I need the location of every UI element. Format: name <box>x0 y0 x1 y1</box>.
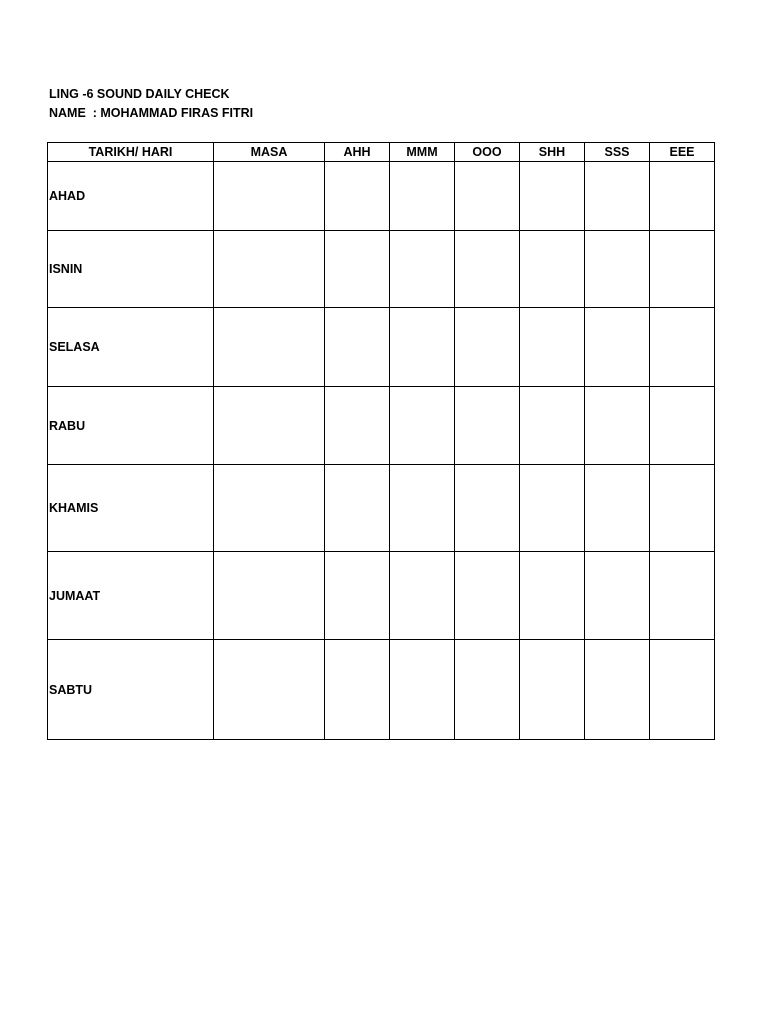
check-cell-mmm[interactable] <box>390 231 455 308</box>
day-label: AHAD <box>48 162 214 231</box>
column-header-sss: SSS <box>585 143 650 162</box>
table-row <box>48 231 715 308</box>
check-cell-shh[interactable] <box>520 231 585 308</box>
check-cell-shh[interactable] <box>520 640 585 740</box>
check-cell-eee[interactable] <box>650 162 715 231</box>
time-cell[interactable] <box>214 640 325 740</box>
time-cell[interactable] <box>214 552 325 640</box>
check-cell-shh[interactable] <box>520 387 585 465</box>
check-cell-eee[interactable] <box>650 308 715 387</box>
document-header <box>49 85 253 123</box>
check-cell-eee[interactable] <box>650 387 715 465</box>
check-cell-ahh[interactable] <box>325 231 390 308</box>
check-cell-shh[interactable] <box>520 308 585 387</box>
check-cell-ahh[interactable] <box>325 308 390 387</box>
check-cell-ooo[interactable] <box>455 231 520 308</box>
check-cell-shh[interactable] <box>520 162 585 231</box>
check-cell-mmm[interactable] <box>390 465 455 552</box>
check-cell-ahh[interactable] <box>325 387 390 465</box>
table-header-row <box>48 143 715 162</box>
check-cell-sss[interactable] <box>585 552 650 640</box>
check-cell-eee[interactable] <box>650 552 715 640</box>
check-cell-mmm[interactable] <box>390 162 455 231</box>
table-row <box>48 552 715 640</box>
table-row <box>48 162 715 231</box>
table-row <box>48 387 715 465</box>
check-cell-shh[interactable] <box>520 552 585 640</box>
time-cell[interactable] <box>214 308 325 387</box>
day-label: SABTU <box>48 640 214 740</box>
check-cell-mmm[interactable] <box>390 640 455 740</box>
check-cell-eee[interactable] <box>650 465 715 552</box>
check-cell-ooo[interactable] <box>455 387 520 465</box>
column-header-ahh: AHH <box>325 143 390 162</box>
day-label: SELASA <box>48 308 214 387</box>
check-cell-ooo[interactable] <box>455 308 520 387</box>
time-cell[interactable] <box>214 162 325 231</box>
check-cell-ahh[interactable] <box>325 552 390 640</box>
column-header-time: MASA <box>214 143 325 162</box>
day-label: RABU <box>48 387 214 465</box>
check-cell-sss[interactable] <box>585 231 650 308</box>
day-label: KHAMIS <box>48 465 214 552</box>
check-cell-ahh[interactable] <box>325 162 390 231</box>
check-cell-shh[interactable] <box>520 465 585 552</box>
check-cell-mmm[interactable] <box>390 552 455 640</box>
table-row <box>48 465 715 552</box>
check-cell-mmm[interactable] <box>390 387 455 465</box>
student-name: NAME : MOHAMMAD FIRAS FITRI <box>49 106 254 120</box>
time-cell[interactable] <box>214 231 325 308</box>
check-cell-sss[interactable] <box>585 308 650 387</box>
table-row <box>48 640 715 740</box>
check-cell-ooo[interactable] <box>455 465 520 552</box>
column-header-eee: EEE <box>650 143 715 162</box>
day-label: JUMAAT <box>48 552 214 640</box>
check-cell-ooo[interactable] <box>455 162 520 231</box>
check-cell-mmm[interactable] <box>390 308 455 387</box>
check-cell-eee[interactable] <box>650 640 715 740</box>
time-cell[interactable] <box>214 465 325 552</box>
check-cell-ooo[interactable] <box>455 640 520 740</box>
column-header-date-day: TARIKH/ HARI <box>48 143 214 162</box>
check-cell-ahh[interactable] <box>325 640 390 740</box>
column-header-shh: SHH <box>520 143 585 162</box>
day-label: ISNIN <box>48 231 214 308</box>
time-cell[interactable] <box>214 387 325 465</box>
check-cell-eee[interactable] <box>650 231 715 308</box>
column-header-ooo: OOO <box>455 143 520 162</box>
sound-check-table <box>47 142 715 740</box>
check-cell-ooo[interactable] <box>455 552 520 640</box>
check-cell-sss[interactable] <box>585 640 650 740</box>
table-row <box>48 308 715 387</box>
check-cell-sss[interactable] <box>585 465 650 552</box>
check-cell-sss[interactable] <box>585 162 650 231</box>
column-header-mmm: MMM <box>390 143 455 162</box>
check-cell-sss[interactable] <box>585 387 650 465</box>
document-title: LING -6 SOUND DAILY CHECK <box>49 87 230 101</box>
check-cell-ahh[interactable] <box>325 465 390 552</box>
